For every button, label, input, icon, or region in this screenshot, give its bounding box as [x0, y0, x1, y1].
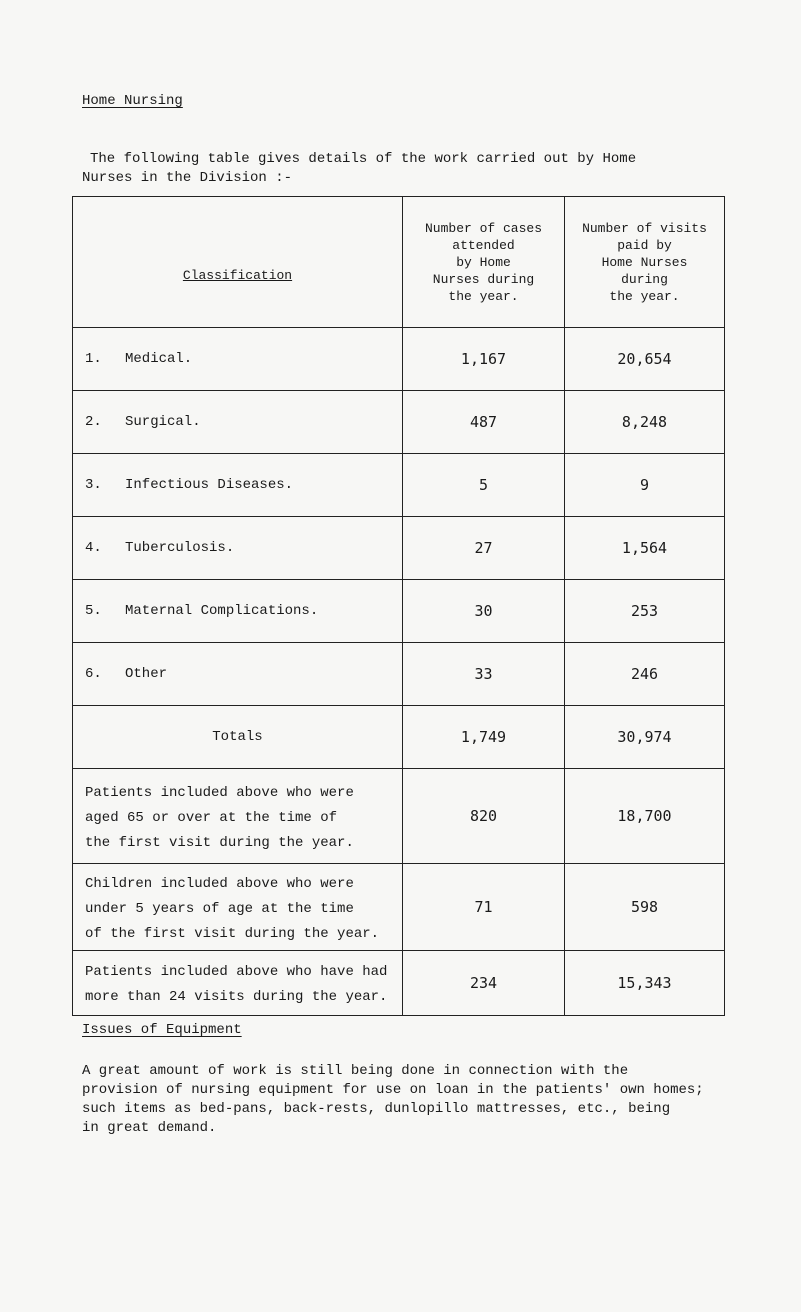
- header-visits-line: during: [621, 271, 668, 287]
- row-description-line: more than 24 visits during the year.: [85, 989, 388, 1005]
- row-number: 2.: [85, 414, 102, 430]
- header-visits-line: the year.: [609, 288, 680, 304]
- row-description: [73, 864, 403, 951]
- row-classification: Medical.: [125, 351, 193, 367]
- row-description-line: Patients included above who were: [85, 784, 354, 801]
- row-description-line: Patients included above who have had: [85, 964, 388, 980]
- row-visits: 9: [565, 454, 725, 517]
- closing-line: in great demand.: [82, 1120, 217, 1136]
- closing-line: provision of nursing equipment for use on loan in the patients' own homes;: [82, 1082, 704, 1098]
- row-cases: 71: [403, 864, 565, 951]
- table-row: [73, 769, 725, 864]
- row-classification: Tuberculosis.: [125, 540, 235, 556]
- row-cases: 487: [403, 391, 565, 454]
- header-visits: [565, 197, 725, 328]
- row-cases: 820: [403, 769, 565, 864]
- header-visits-line: paid by: [617, 237, 672, 253]
- header-visits-line: Number of visits: [582, 220, 707, 236]
- intro-line: Nurses in the Division :-: [82, 170, 293, 186]
- row-description-line: of the first visit during the year.: [85, 925, 380, 942]
- row-cases: 234: [403, 951, 565, 1016]
- table-row: [73, 517, 725, 580]
- totals-visits: 30,974: [565, 706, 725, 769]
- row-description-line: Children included above who were: [85, 875, 354, 892]
- header-classification: Classification: [73, 197, 403, 328]
- table-row: [73, 951, 725, 1016]
- row-label: [73, 328, 403, 391]
- intro-paragraph: [82, 150, 730, 188]
- closing-line: such items as bed-pans, back-rests, dunlopillo mattresses, etc., being: [82, 1101, 671, 1117]
- table-row: [73, 580, 725, 643]
- row-label: [73, 643, 403, 706]
- table-header-row: [73, 197, 725, 328]
- row-description: [73, 951, 403, 1016]
- row-label: [73, 454, 403, 517]
- row-classification: Maternal Complications.: [125, 603, 319, 619]
- page-title: Home Nursing: [82, 93, 183, 109]
- header-cases-line: attended: [452, 237, 515, 253]
- row-number: 6.: [85, 666, 102, 682]
- row-visits: 15,343: [565, 951, 725, 1016]
- row-visits: 20,654: [565, 328, 725, 391]
- totals-row: [73, 706, 725, 769]
- row-classification: Other: [125, 666, 168, 682]
- home-nursing-table: [72, 196, 725, 1016]
- row-description: [73, 769, 403, 864]
- row-number: 4.: [85, 540, 102, 556]
- row-cases: 5: [403, 454, 565, 517]
- row-visits: 598: [565, 864, 725, 951]
- header-cases-line: by Home: [456, 254, 511, 270]
- section-heading: Issues of Equipment: [82, 1022, 242, 1038]
- row-visits: 253: [565, 580, 725, 643]
- row-visits: 1,564: [565, 517, 725, 580]
- row-number: 3.: [85, 477, 102, 493]
- totals-cases: 1,749: [403, 706, 565, 769]
- row-description-line: the first visit during the year.: [85, 834, 354, 851]
- header-cases-line: Nurses during: [432, 271, 535, 287]
- row-label: [73, 517, 403, 580]
- row-cases: 27: [403, 517, 565, 580]
- closing-paragraph: [82, 1062, 742, 1138]
- row-description-line: aged 65 or over at the time of: [85, 809, 338, 826]
- table-row: [73, 454, 725, 517]
- totals-label: Totals: [73, 706, 403, 769]
- header-visits-line: Home Nurses: [601, 254, 688, 270]
- row-visits: 246: [565, 643, 725, 706]
- row-visits: 8,248: [565, 391, 725, 454]
- header-cases-line: Number of cases: [424, 220, 543, 236]
- row-cases: 1,167: [403, 328, 565, 391]
- header-cases: [403, 197, 565, 328]
- header-cases-line: the year.: [448, 288, 519, 304]
- table-row: [73, 643, 725, 706]
- row-label: [73, 391, 403, 454]
- row-description-line: under 5 years of age at the time: [85, 900, 354, 917]
- row-classification: Surgical.: [125, 414, 201, 430]
- row-cases: 33: [403, 643, 565, 706]
- row-number: 1.: [85, 351, 102, 367]
- row-classification: Infectious Diseases.: [125, 477, 294, 493]
- table-row: [73, 328, 725, 391]
- row-number: 5.: [85, 603, 102, 619]
- closing-line: A great amount of work is still being done in connection with the: [82, 1063, 629, 1079]
- row-label: [73, 580, 403, 643]
- intro-line: The following table gives details of the work carried out by Home: [90, 151, 637, 167]
- table-row: [73, 391, 725, 454]
- row-visits: 18,700: [565, 769, 725, 864]
- table-row: [73, 864, 725, 951]
- row-cases: 30: [403, 580, 565, 643]
